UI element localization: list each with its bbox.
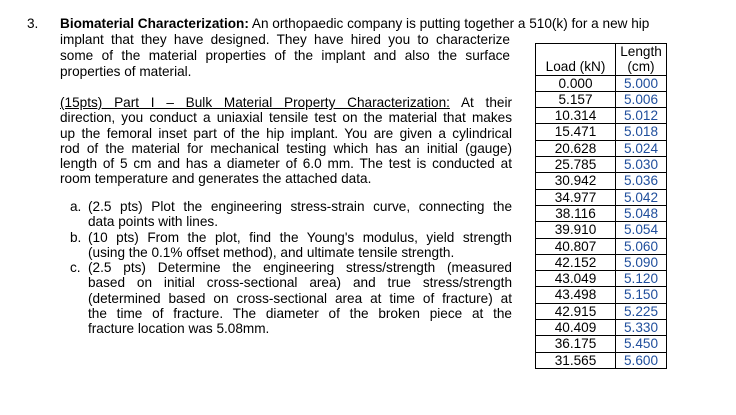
part-one-paragraph bbox=[60, 95, 512, 187]
load-cell: 42.152 bbox=[536, 254, 616, 270]
load-cell: 15.471 bbox=[536, 124, 616, 140]
table-row bbox=[536, 320, 667, 336]
sub-question-list bbox=[70, 199, 512, 337]
table-row bbox=[536, 238, 667, 254]
load-cell: 40.807 bbox=[536, 238, 616, 254]
length-cell: 5.120 bbox=[616, 271, 667, 287]
sub-question-marker: b. bbox=[70, 229, 82, 245]
intro-line-1 bbox=[60, 16, 720, 32]
intro-line-3: some of the material properties of the implant and also the surface bbox=[60, 48, 510, 63]
table-row bbox=[536, 336, 667, 352]
table-body bbox=[536, 75, 667, 368]
length-cell: 5.150 bbox=[616, 287, 667, 303]
length-cell: 5.060 bbox=[616, 238, 667, 254]
load-cell: 38.116 bbox=[536, 205, 616, 221]
length-cell: 5.042 bbox=[616, 189, 667, 205]
table-row bbox=[536, 91, 667, 107]
header-length bbox=[616, 44, 667, 76]
table-row bbox=[536, 75, 667, 91]
table-row bbox=[536, 222, 667, 238]
length-cell: 5.054 bbox=[616, 222, 667, 238]
part-one-line-4: rod of the material for mechanical testing which has an initial (gauge) bbox=[60, 140, 512, 156]
sub-question-c-line-2: based on initial cross-sectional area) and true stress/strength bbox=[88, 275, 512, 291]
length-cell: 5.024 bbox=[616, 140, 667, 156]
table-row bbox=[536, 287, 667, 303]
table-row bbox=[536, 189, 667, 205]
table-row bbox=[536, 352, 667, 368]
part-one-line-3: up the femoral inset part of the hip implant. You are given a cylindrical bbox=[60, 125, 512, 141]
length-cell: 5.006 bbox=[616, 91, 667, 107]
table-row bbox=[536, 271, 667, 287]
sub-question-a-line-2: data points with lines. bbox=[88, 214, 218, 230]
load-cell: 20.628 bbox=[536, 140, 616, 156]
table-row bbox=[536, 173, 667, 189]
length-cell: 5.600 bbox=[616, 352, 667, 368]
sub-question-marker: c. bbox=[70, 260, 81, 276]
sub-question-b-line-2: (using the 0.1% offset method), and ultimate tensile strength. bbox=[88, 244, 455, 260]
load-cell: 39.910 bbox=[536, 222, 616, 238]
load-cell: 42.915 bbox=[536, 303, 616, 319]
part-one-line-6: room temperature and generates the attached data. bbox=[60, 171, 372, 187]
load-cell: 25.785 bbox=[536, 157, 616, 173]
sub-question-b-line-1: (10 pts) From the plot, find the Young's modulus, yield strength bbox=[88, 229, 512, 245]
length-cell: 5.225 bbox=[616, 303, 667, 319]
length-cell: 5.330 bbox=[616, 320, 667, 336]
load-cell: 43.498 bbox=[536, 287, 616, 303]
question-title: Biomaterial Characterization: bbox=[60, 16, 249, 31]
load-cell: 36.175 bbox=[536, 336, 616, 352]
question-number: 3. bbox=[27, 16, 39, 31]
header-length-line-2: (cm) bbox=[627, 59, 655, 75]
table-header-row bbox=[536, 44, 667, 76]
length-cell: 5.012 bbox=[616, 108, 667, 124]
load-cell: 40.409 bbox=[536, 320, 616, 336]
load-cell: 10.314 bbox=[536, 108, 616, 124]
sub-question-marker: a. bbox=[70, 199, 82, 214]
header-load: Load (kN) bbox=[536, 44, 616, 76]
intro-line-4: properties of material. bbox=[60, 64, 192, 79]
intro-line-2: implant that they have designed. They have hired you to characterize bbox=[60, 32, 510, 47]
table-row bbox=[536, 157, 667, 173]
length-cell: 5.036 bbox=[616, 173, 667, 189]
table-row bbox=[536, 124, 667, 140]
intro-text-1: An orthopaedic company is putting together a 510(k) for a new hip bbox=[248, 16, 650, 31]
load-cell: 30.942 bbox=[536, 173, 616, 189]
sub-question-c bbox=[70, 260, 512, 336]
part-one-line-2: direction, you conduct a uniaxial tensile test on the material that makes bbox=[60, 110, 512, 126]
sub-question-b bbox=[70, 230, 512, 261]
table-row bbox=[536, 254, 667, 270]
length-cell: 5.048 bbox=[616, 205, 667, 221]
header-length-line-1: Length bbox=[620, 44, 662, 59]
table-row bbox=[536, 140, 667, 156]
sub-question-c-line-3: (determined based on cross-sectional area at time of fracture) at bbox=[88, 290, 512, 306]
load-cell: 31.565 bbox=[536, 352, 616, 368]
load-cell: 34.977 bbox=[536, 189, 616, 205]
sub-question-a bbox=[70, 199, 512, 230]
part-one-line-5: length of 5 cm and has a diameter of 6.0 mm. The test is conducted at bbox=[60, 156, 512, 172]
table-row bbox=[536, 108, 667, 124]
load-cell: 43.049 bbox=[536, 271, 616, 287]
load-cell: 0.000 bbox=[536, 75, 616, 91]
length-cell: 5.090 bbox=[616, 254, 667, 270]
part-one-line-1 bbox=[60, 95, 512, 110]
sub-question-c-line-5: fracture location was 5.08mm. bbox=[88, 321, 270, 337]
length-cell: 5.030 bbox=[616, 157, 667, 173]
part-one-text-1: At their bbox=[449, 95, 513, 110]
table-row bbox=[536, 205, 667, 221]
sub-question-a-line-1: (2.5 pts) Plot the engineering stress-strain curve, connecting the bbox=[88, 199, 512, 214]
tensile-data-table bbox=[535, 43, 667, 369]
length-cell: 5.450 bbox=[616, 336, 667, 352]
length-cell: 5.018 bbox=[616, 124, 667, 140]
length-cell: 5.000 bbox=[616, 75, 667, 91]
sub-question-c-line-1: (2.5 pts) Determine the engineering stress/strength (measured bbox=[88, 260, 512, 276]
load-cell: 5.157 bbox=[536, 91, 616, 107]
sub-question-c-line-4: the time of fracture. The diameter of the broken piece at the bbox=[88, 306, 512, 322]
table-row bbox=[536, 303, 667, 319]
part-one-label: (15pts) Part I – Bulk Material Property Characterization: bbox=[60, 95, 450, 110]
